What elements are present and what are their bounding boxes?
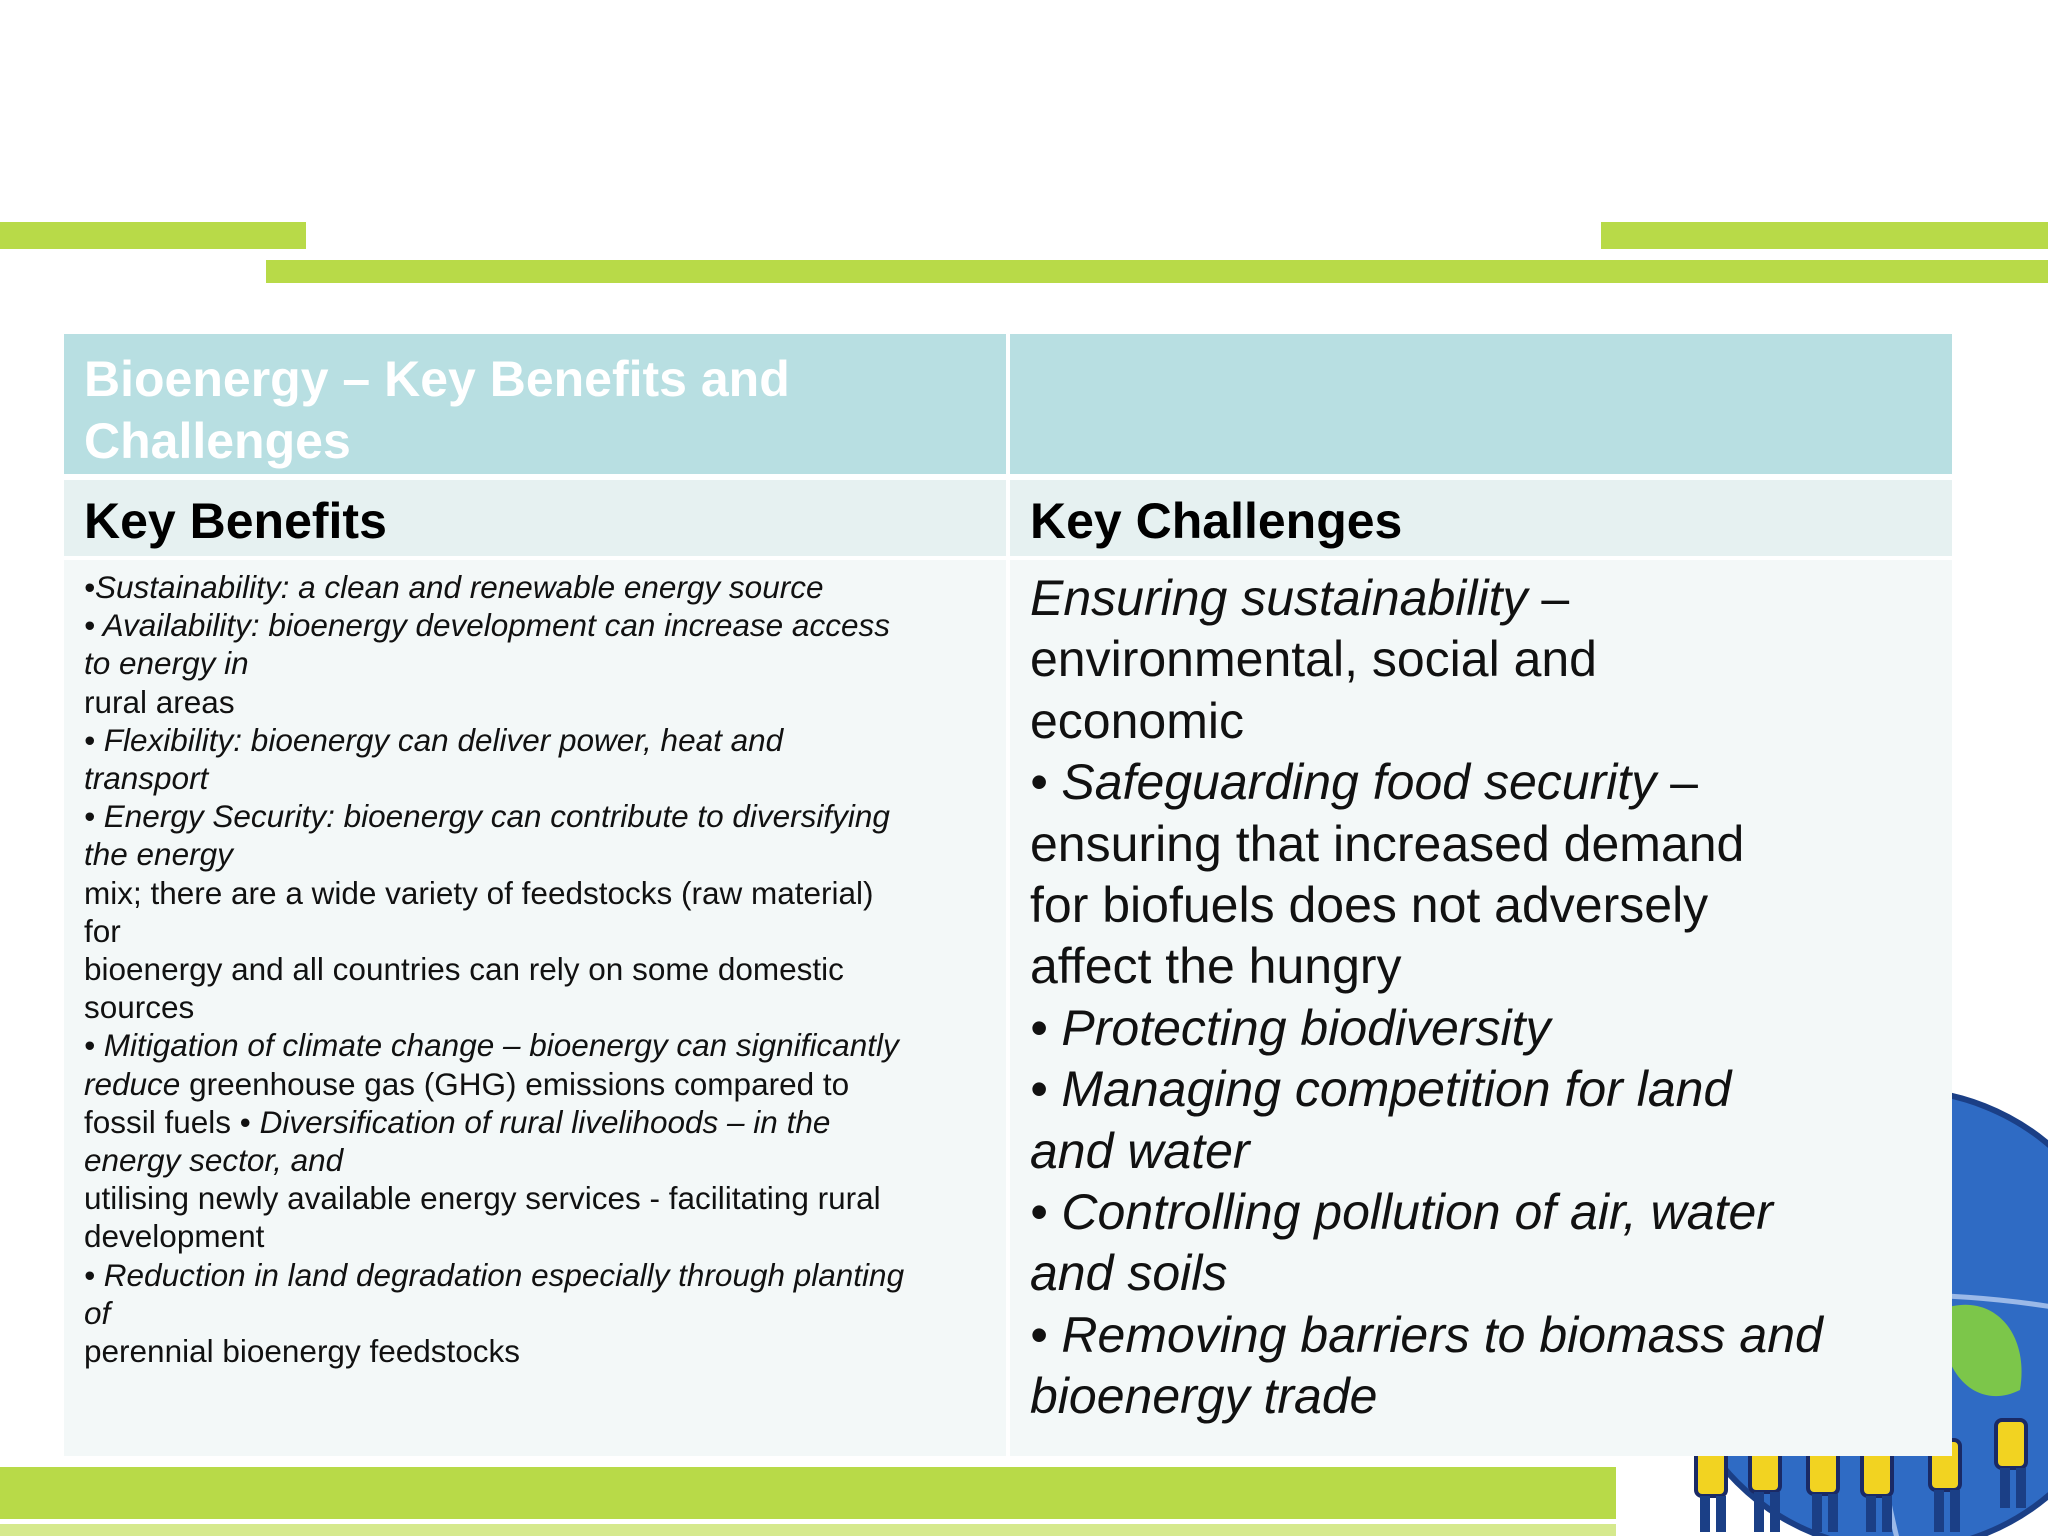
challenge-line-italic: and soils <box>1030 1245 1228 1302</box>
benefit-line-italic: transport <box>84 760 209 797</box>
benefit-line-text: for <box>84 912 121 949</box>
challenge-line-italic: • Safeguarding food security <box>1030 754 1657 811</box>
benefit-line-italic: •Sustainability: a clean and renewable energy source <box>84 569 824 605</box>
challenge-line-text: environmental, social and <box>1030 631 1597 688</box>
challenges-list <box>1030 568 1932 1428</box>
benefit-line <box>84 1179 986 1217</box>
benefit-line-text: fossil fuels • <box>84 1103 260 1140</box>
benefit-line <box>84 683 986 721</box>
benefit-line-text: sources <box>84 989 195 1026</box>
challenge-line <box>1030 1121 1932 1182</box>
benefit-line <box>84 1103 986 1141</box>
challenge-line <box>1030 1243 1932 1304</box>
challenge-line <box>1030 875 1932 936</box>
challenges-heading: Key Challenges <box>1030 493 1403 549</box>
challenge-line-text: – <box>1527 570 1570 626</box>
challenge-line-italic: Ensuring sustainability <box>1030 570 1528 626</box>
challenge-line <box>1030 568 1932 629</box>
benefits-challenges-table <box>64 334 1952 1456</box>
benefit-line <box>84 874 986 912</box>
challenge-line-text: – <box>1656 754 1698 811</box>
table-title-empty-cell <box>1010 334 1952 474</box>
benefit-line <box>84 1256 986 1294</box>
benefit-line-text: mix; there are a wide variety of feedstocks (raw material) <box>84 874 874 911</box>
challenge-line <box>1030 814 1932 875</box>
benefit-line <box>84 1294 986 1332</box>
challenges-cell <box>1010 560 1952 1456</box>
benefit-line <box>84 759 986 797</box>
benefits-cell <box>64 560 1006 1456</box>
table-title: Bioenergy – Key Benefits and Challenges <box>84 351 790 469</box>
challenge-line <box>1030 998 1932 1059</box>
benefit-line-text: bioenergy and all countries can rely on some domestic <box>84 951 844 988</box>
benefit-line <box>84 988 986 1026</box>
benefit-line-text: rural areas <box>84 683 235 720</box>
challenge-line <box>1030 629 1932 690</box>
challenge-line <box>1030 1305 1932 1366</box>
benefit-line-italic: • Availability: bioenergy development can increase access <box>84 607 890 644</box>
challenge-line-italic: bioenergy trade <box>1030 1368 1378 1425</box>
bottom-thin-bar <box>0 1524 1616 1536</box>
benefit-line <box>84 568 986 606</box>
benefits-heading: Key Benefits <box>84 493 387 549</box>
table-title-cell <box>64 334 1006 474</box>
benefit-line-italic: to energy in <box>84 645 249 682</box>
challenge-line <box>1030 1182 1932 1243</box>
benefit-line <box>84 1065 986 1103</box>
benefit-line <box>84 1141 986 1179</box>
benefit-line-text: utilising newly available energy services - facilitating rural <box>84 1180 881 1217</box>
benefit-line <box>84 835 986 873</box>
challenge-line <box>1030 936 1932 997</box>
benefit-line-italic: energy sector, and <box>84 1142 344 1179</box>
challenge-line-text: affect the hungry <box>1030 938 1402 995</box>
challenge-line <box>1030 1059 1932 1120</box>
challenge-line <box>1030 752 1932 813</box>
benefit-line <box>84 797 986 835</box>
benefit-line <box>84 606 986 644</box>
bottom-accent-bar <box>0 1467 1616 1519</box>
benefits-list <box>84 568 986 1370</box>
challenge-line-text: for biofuels does not adversely <box>1030 877 1709 934</box>
challenge-line-text: ensuring that increased demand <box>1030 815 1745 872</box>
benefit-line-text: development <box>84 1218 265 1255</box>
challenge-line-italic: • Managing competition for land <box>1030 1061 1732 1118</box>
top-right-accent-bar <box>1601 222 2048 249</box>
benefit-line <box>84 721 986 759</box>
benefits-heading-cell <box>64 480 1006 556</box>
benefit-line-text: perennial bioenergy feedstocks <box>84 1333 521 1370</box>
top-left-accent-bar <box>0 222 306 249</box>
benefit-line-italic: the energy <box>84 836 233 873</box>
benefit-line-italic: • Reduction in land degradation especially through planting <box>84 1256 905 1293</box>
challenge-line <box>1030 691 1932 752</box>
benefit-line-text: greenhouse gas (GHG) emissions compared to <box>180 1065 850 1102</box>
challenge-line-italic: • Controlling pollution of air, water <box>1030 1184 1773 1241</box>
challenge-line-italic: • Protecting biodiversity <box>1030 999 1551 1056</box>
benefit-line <box>84 644 986 682</box>
challenge-line <box>1030 1366 1932 1427</box>
benefit-line-italic: • Mitigation of climate change – bioenergy can significantly <box>84 1027 899 1064</box>
benefit-line <box>84 1332 986 1370</box>
top-accent-bar <box>266 260 2048 283</box>
challenge-line-italic: and water <box>1030 1122 1250 1179</box>
challenge-line-italic: • Removing barriers to biomass and <box>1030 1306 1823 1363</box>
benefit-line-italic: Diversification of rural livelihoods – in the <box>259 1103 831 1140</box>
benefit-line <box>84 1217 986 1255</box>
benefit-line <box>84 1026 986 1064</box>
benefit-line <box>84 912 986 950</box>
benefit-line-italic: reduce <box>84 1065 181 1102</box>
benefit-line-italic: • Flexibility: bioenergy can deliver power, heat and <box>84 721 784 758</box>
benefit-line-italic: • Energy Security: bioenergy can contribute to diversifying <box>84 798 890 835</box>
benefit-line-italic: of <box>84 1294 111 1331</box>
challenges-heading-cell <box>1010 480 1952 556</box>
challenge-line-text: economic <box>1030 692 1244 749</box>
benefit-line <box>84 950 986 988</box>
